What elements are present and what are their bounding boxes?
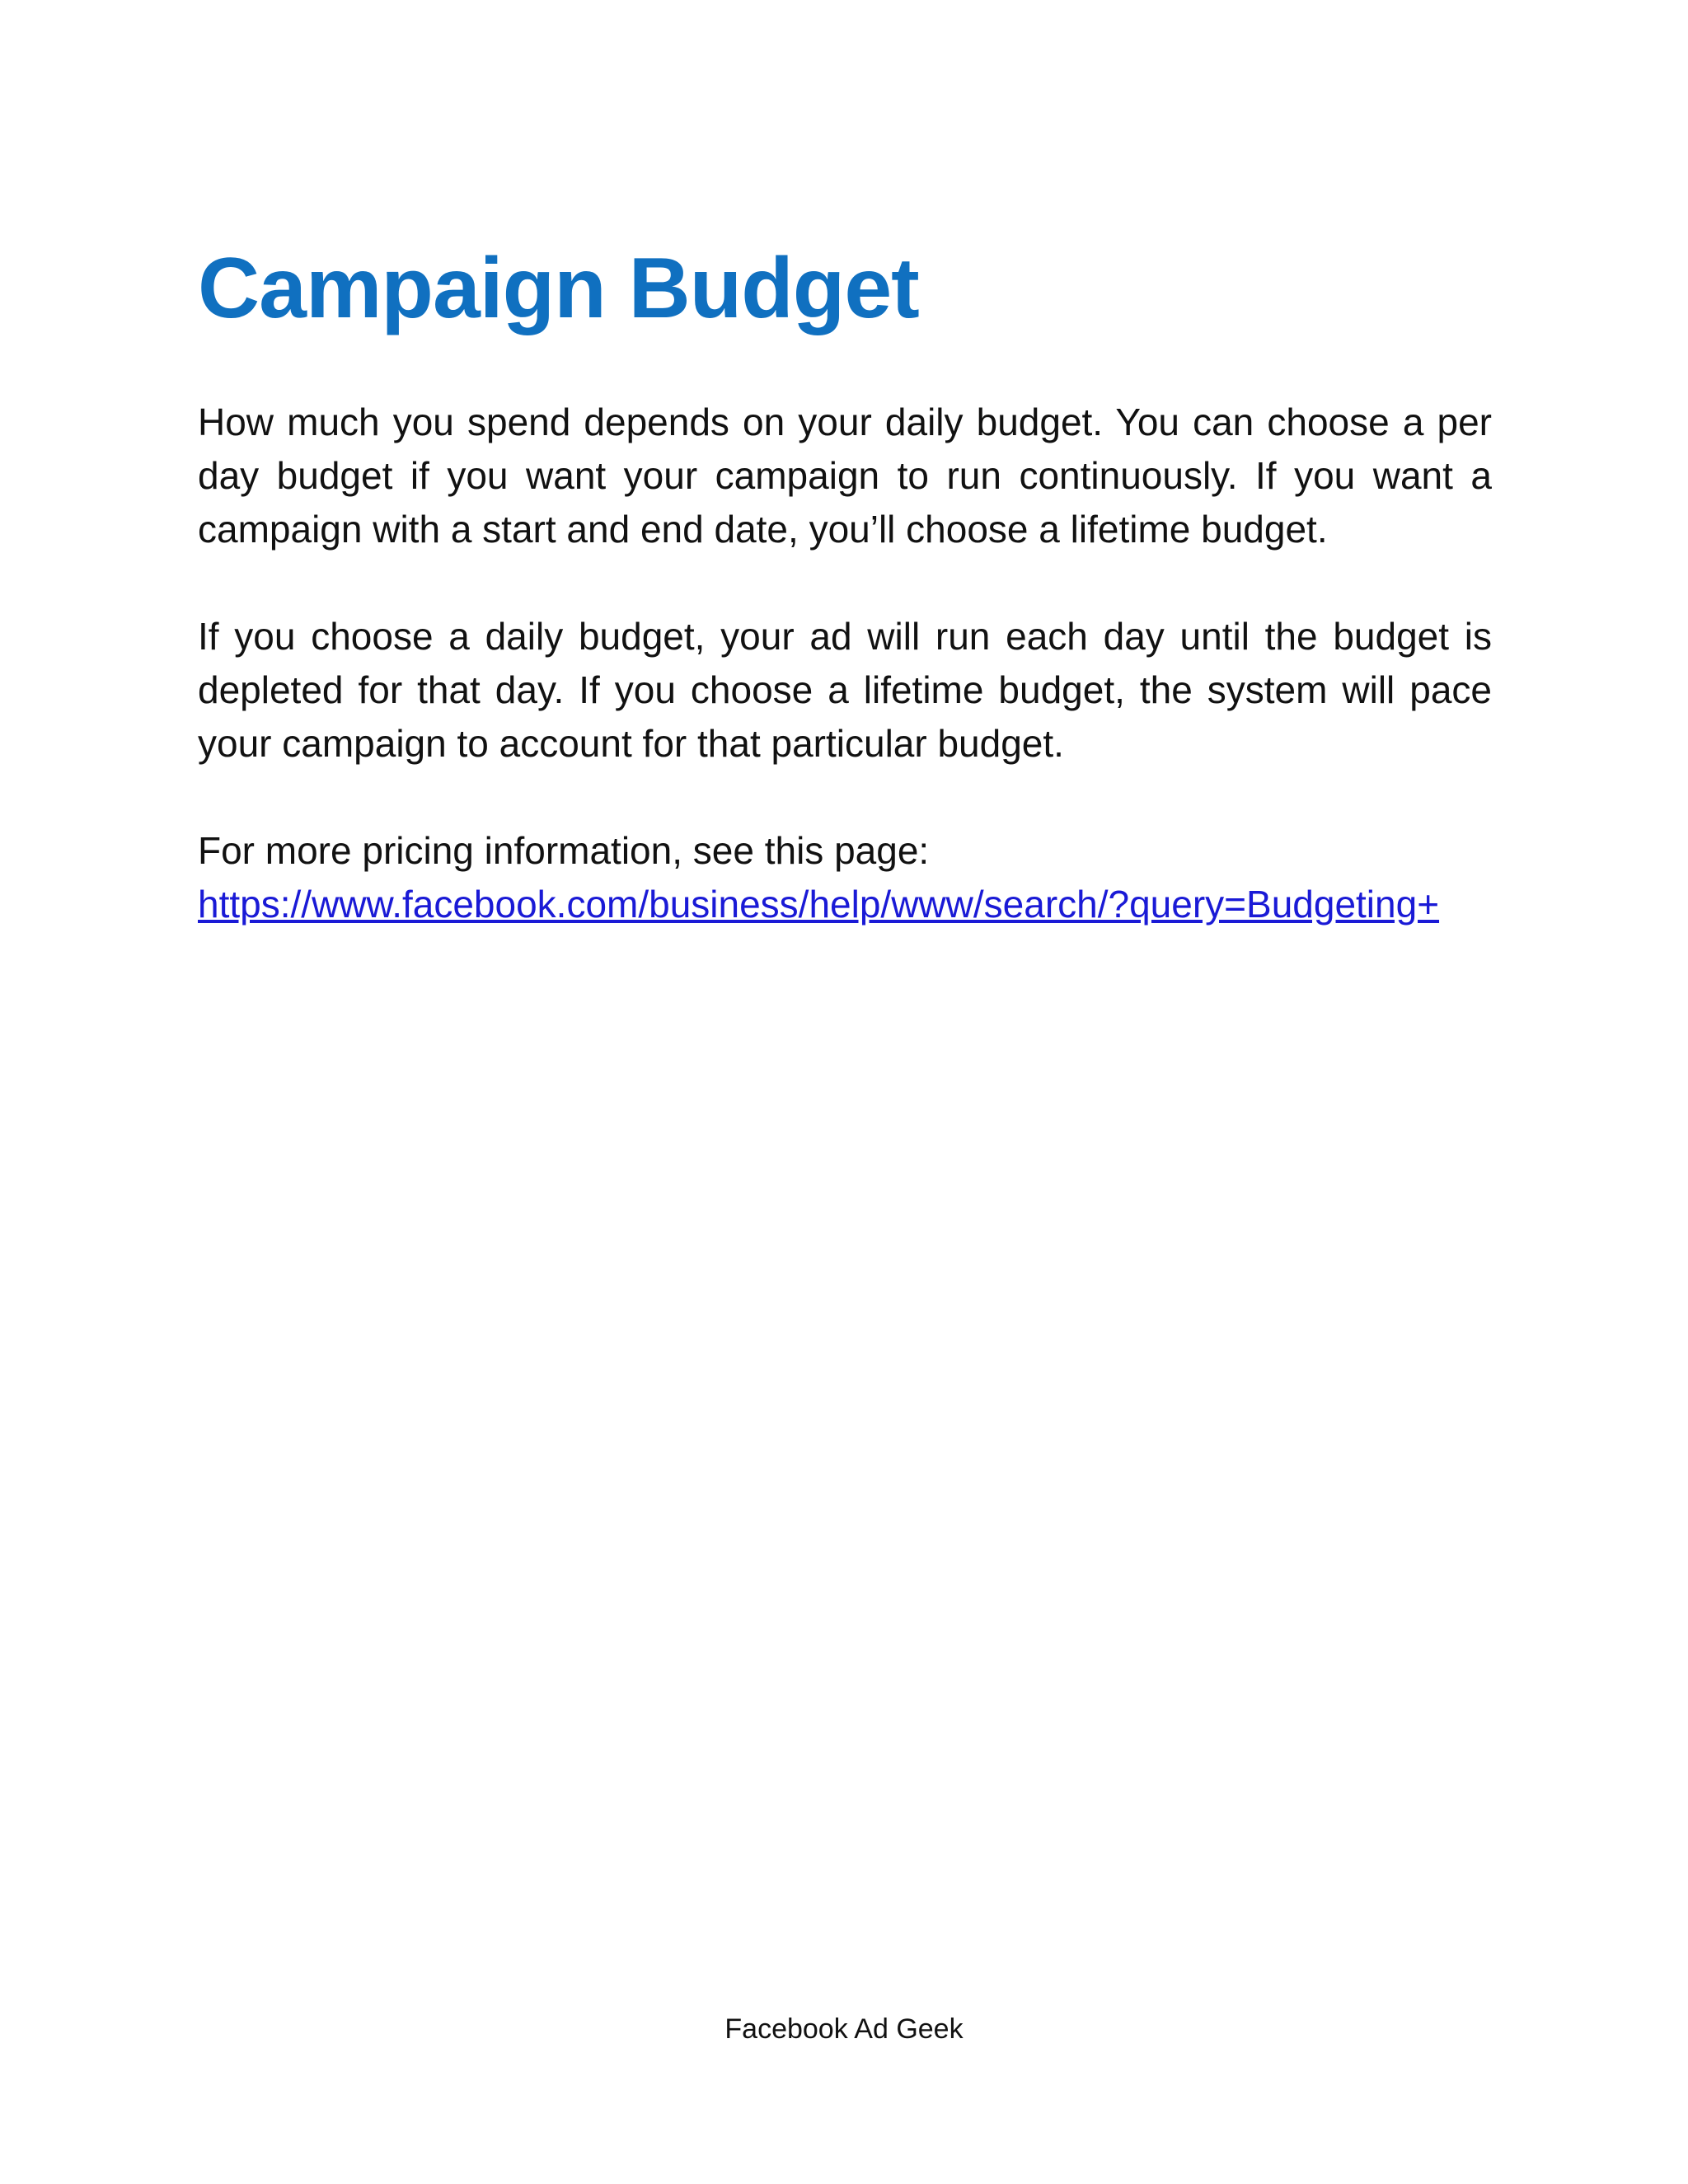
page-footer: Facebook Ad Geek <box>724 2013 964 2045</box>
paragraph-lifetime-budget: If you choose a daily budget, your ad will run each day until the budget is depleted for that day. If you choose a lifetime budget, the system will pace your campaign to account for that particular budget. <box>198 615 1492 765</box>
paragraph-daily-budget: How much you spend depends on your daily budget. You can choose a per day budget if you want your campaign to run continuously. If you want a campaign with a start and end date, you’ll choose a lifetime budget. <box>198 401 1492 551</box>
page-title: Campaign Budget <box>198 241 919 336</box>
pricing-link[interactable]: https://www.facebook.com/business/help/www/search/?query=Budgeting+ <box>198 883 1440 926</box>
pricing-intro: For more pricing information, see this page: <box>198 829 930 872</box>
page-content <box>198 239 1492 931</box>
